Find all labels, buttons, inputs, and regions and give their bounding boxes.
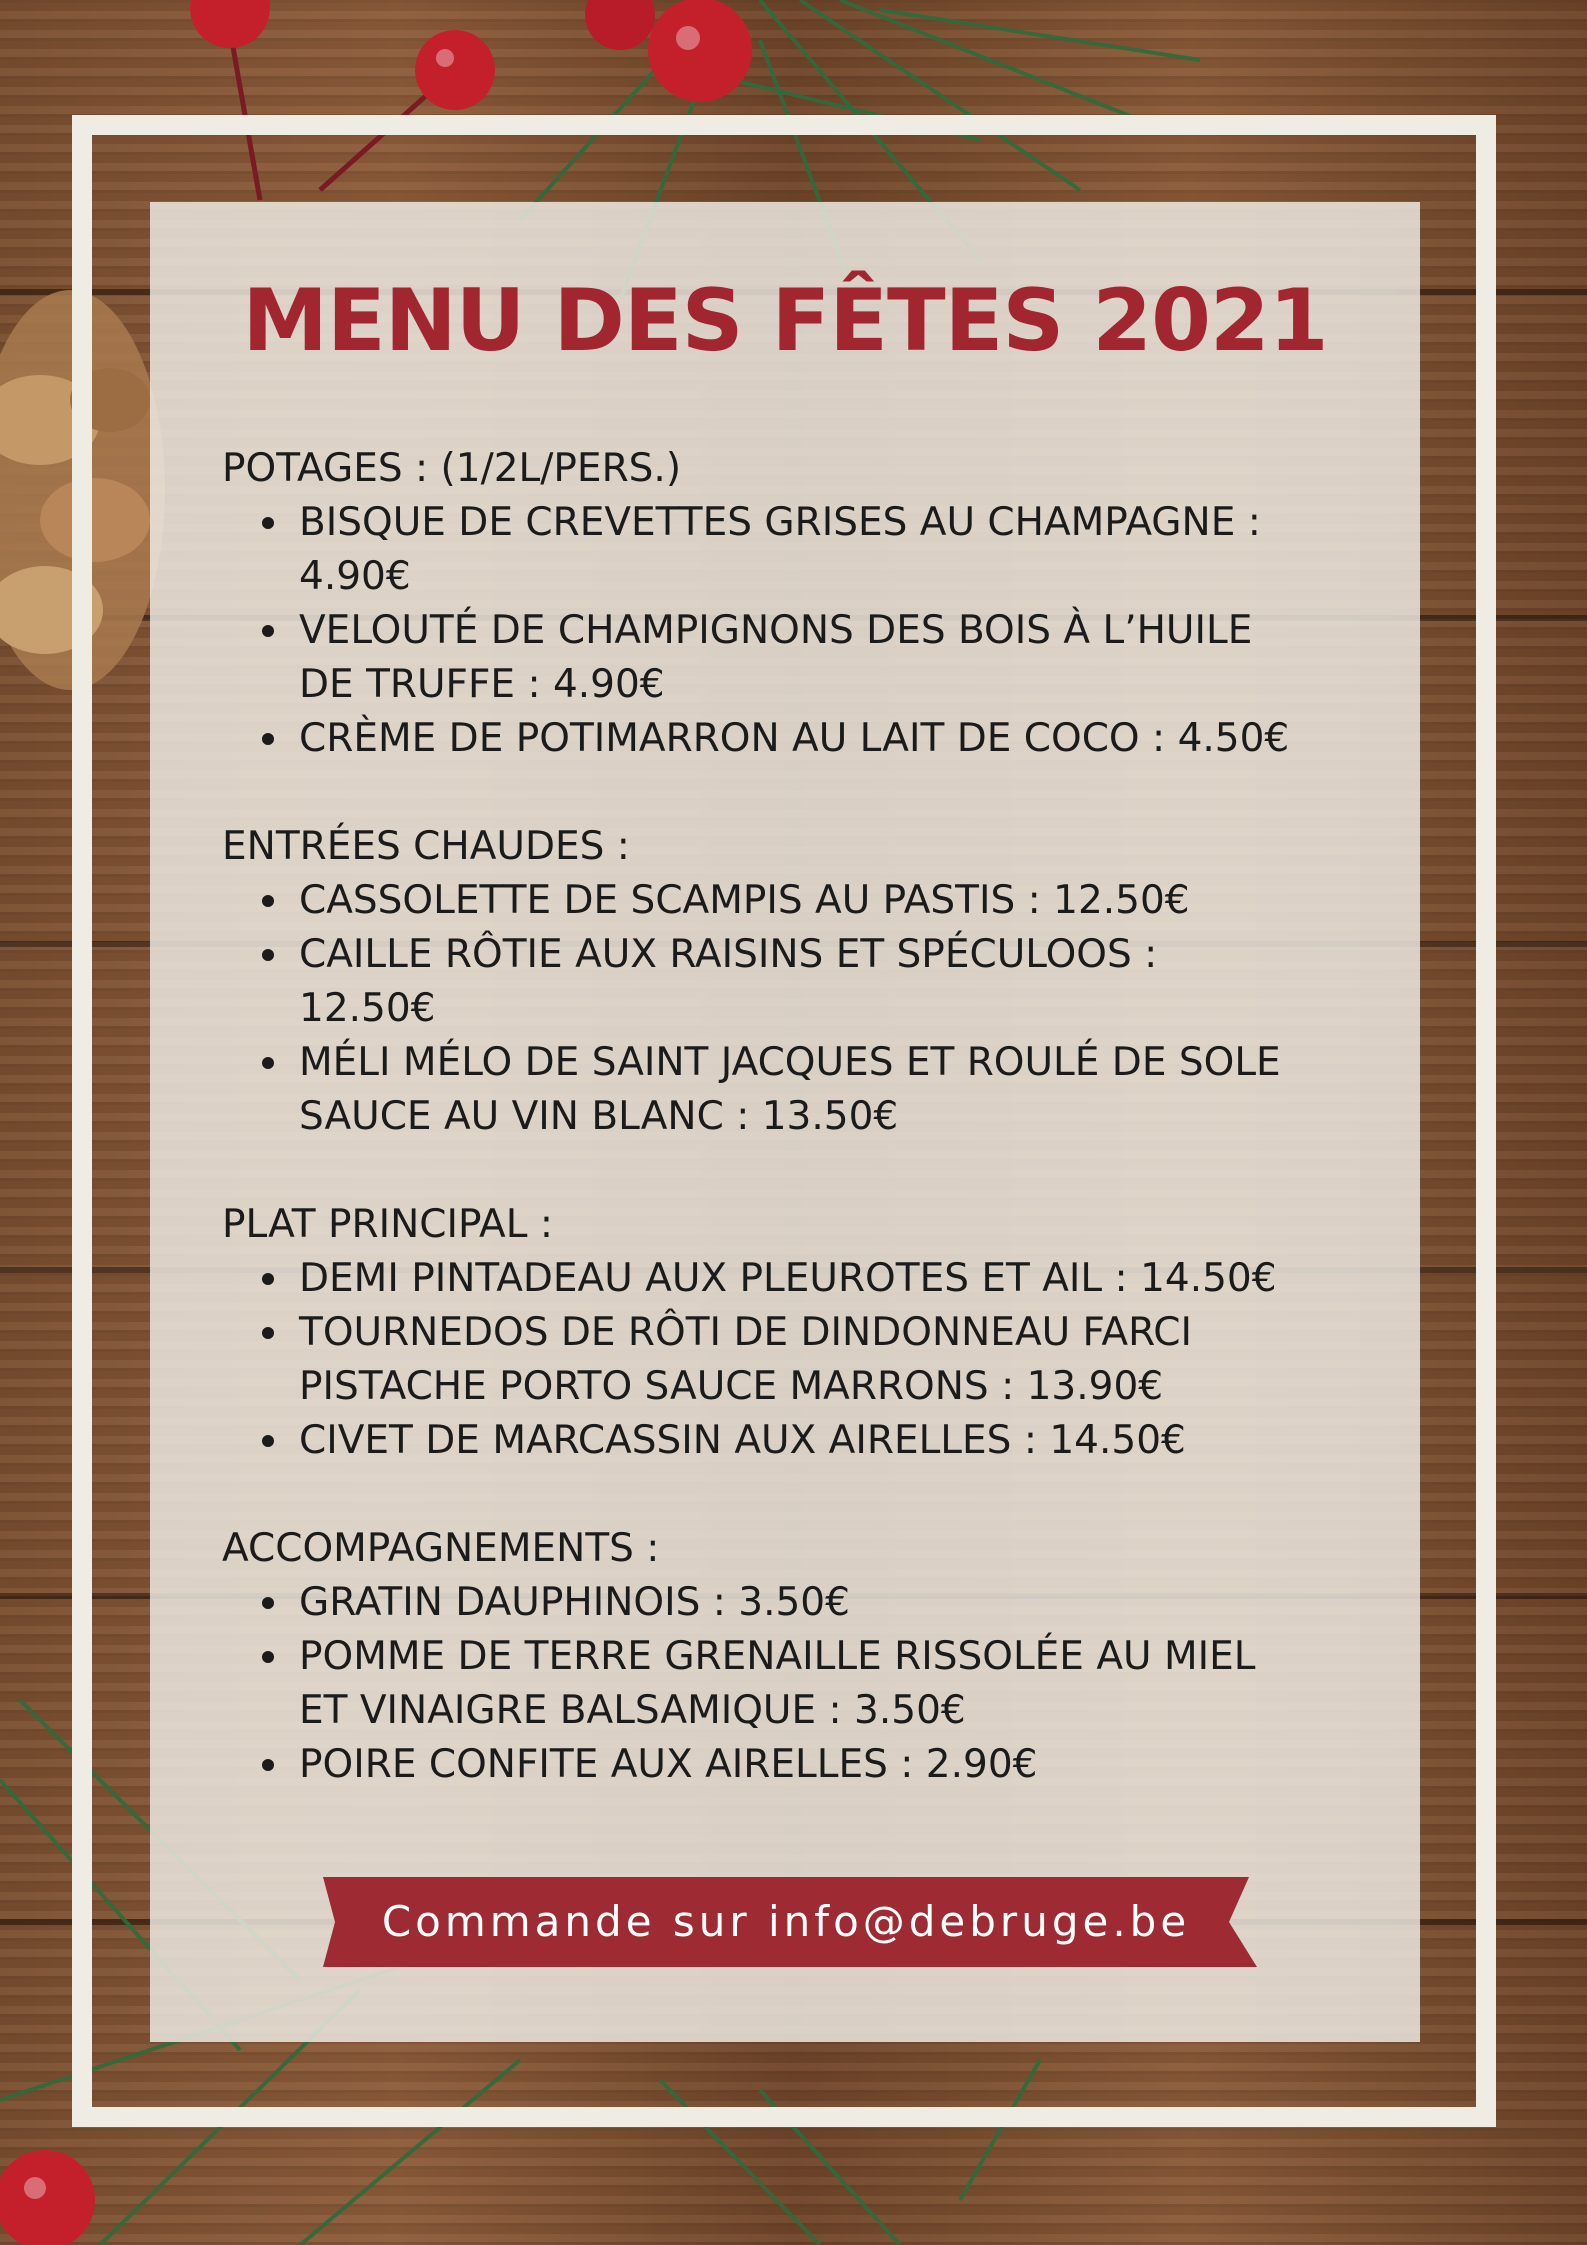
- menu-sections: [222, 442, 1362, 1846]
- section-entrees-chaudes: [222, 820, 1362, 1144]
- bullet-icon: [262, 895, 274, 907]
- bullet-icon: [262, 1759, 274, 1771]
- bullet-icon: [262, 1327, 274, 1339]
- menu-item: [222, 1576, 1362, 1630]
- bullet-icon: [262, 517, 274, 529]
- item-line: CIVET DE MARCASSIN AUX AIRELLES : 14.50€: [299, 1418, 1186, 1463]
- menu-item-list: [222, 1576, 1362, 1792]
- item-line: TOURNEDOS DE RÔTI DE DINDONNEAU FARCI: [299, 1310, 1192, 1355]
- menu-item: [222, 712, 1362, 766]
- menu-item-list: [222, 496, 1362, 766]
- item-line: GRATIN DAUPHINOIS : 3.50€: [299, 1580, 850, 1625]
- item-line: POIRE CONFITE AUX AIRELLES : 2.90€: [299, 1742, 1038, 1787]
- section-plat-principal: [222, 1198, 1362, 1468]
- bullet-icon: [262, 1597, 274, 1609]
- item-line: 12.50€: [299, 986, 436, 1031]
- order-banner: [315, 1877, 1257, 1967]
- menu-item-list: [222, 1252, 1362, 1468]
- bullet-icon: [262, 1651, 274, 1663]
- item-line: ET VINAIGRE BALSAMIQUE : 3.50€: [299, 1688, 966, 1733]
- order-banner-text: Commande sur info@debruge.be: [381, 1897, 1191, 1946]
- bullet-icon: [262, 1273, 274, 1285]
- section-heading: PLAT PRINCIPAL :: [222, 1202, 554, 1247]
- item-line: DEMI PINTADEAU AUX PLEUROTES ET AIL : 14.50€: [299, 1256, 1277, 1301]
- menu-title: MENU DES FÊTES 2021: [242, 271, 1328, 371]
- item-line: CAILLE RÔTIE AUX RAISINS ET SPÉCULOOS :: [299, 932, 1158, 977]
- section-heading: ENTRÉES CHAUDES :: [222, 824, 630, 869]
- item-line: CRÈME DE POTIMARRON AU LAIT DE COCO : 4.50€: [299, 716, 1290, 761]
- menu-item: [222, 928, 1362, 1036]
- bullet-icon: [262, 1435, 274, 1447]
- section-heading: POTAGES : (1/2L/PERS.): [222, 446, 682, 491]
- menu-item: [222, 1738, 1362, 1792]
- bullet-icon: [262, 1057, 274, 1069]
- bullet-icon: [262, 949, 274, 961]
- item-line: BISQUE DE CREVETTES GRISES AU CHAMPAGNE :: [299, 500, 1261, 545]
- menu-item: [222, 1630, 1362, 1738]
- menu-item: [222, 1252, 1362, 1306]
- section-potages: [222, 442, 1362, 766]
- menu-item: [222, 874, 1362, 928]
- item-line: MÉLI MÉLO DE SAINT JACQUES ET ROULÉ DE SOLE: [299, 1040, 1281, 1085]
- menu-item-list: [222, 874, 1362, 1144]
- section-accompagnements: [222, 1522, 1362, 1792]
- item-line: 4.90€: [299, 554, 411, 599]
- item-line: VELOUTÉ DE CHAMPIGNONS DES BOIS À L’HUILE: [299, 608, 1253, 653]
- menu-item: [222, 1414, 1362, 1468]
- item-line: SAUCE AU VIN BLANC : 13.50€: [299, 1094, 899, 1139]
- menu-item: [222, 496, 1362, 604]
- item-line: POMME DE TERRE GRENAILLE RISSOLÉE AU MIEL: [299, 1634, 1256, 1679]
- menu-item: [222, 1036, 1362, 1144]
- section-heading: ACCOMPAGNEMENTS :: [222, 1526, 660, 1571]
- item-line: PISTACHE PORTO SAUCE MARRONS : 13.90€: [299, 1364, 1164, 1409]
- menu-item: [222, 604, 1362, 712]
- menu-item: [222, 1306, 1362, 1414]
- bullet-icon: [262, 733, 274, 745]
- item-line: DE TRUFFE : 4.90€: [299, 662, 665, 707]
- item-line: CASSOLETTE DE SCAMPIS AU PASTIS : 12.50€: [299, 878, 1190, 923]
- bullet-icon: [262, 625, 274, 637]
